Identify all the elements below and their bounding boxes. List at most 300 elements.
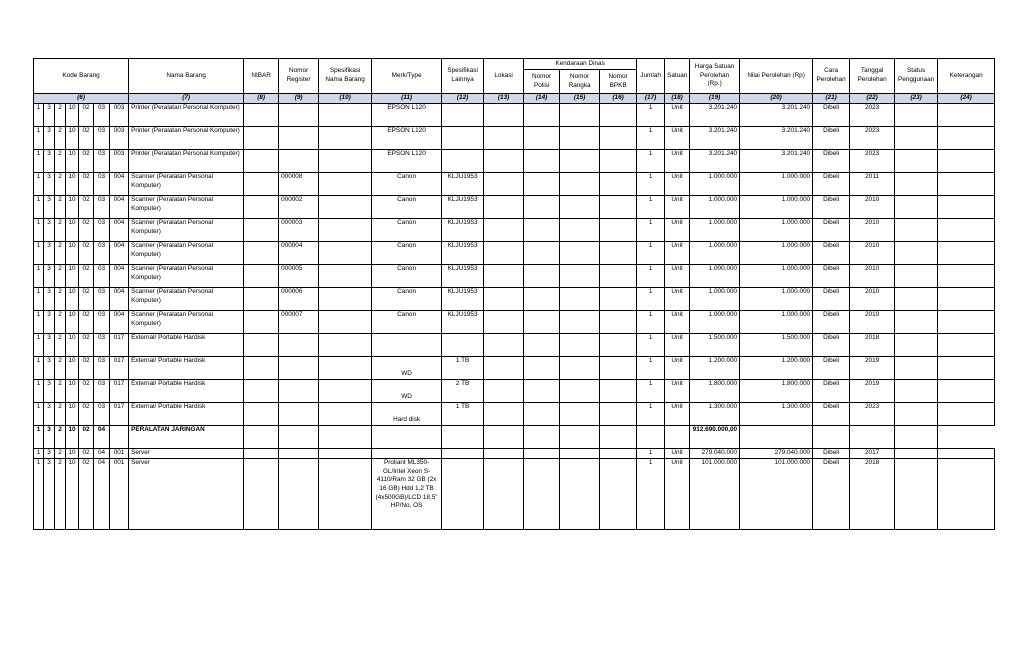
keterangan-cell — [938, 449, 995, 459]
nomor-bpkb-cell — [600, 334, 637, 357]
column-number: (23) — [895, 94, 938, 104]
nomor-register-cell — [279, 334, 319, 357]
spesifikasi-lainnya-cell: KLJU1953 — [442, 242, 484, 265]
kode-cell: 10 — [66, 265, 79, 288]
kode-cell: 2 — [55, 334, 66, 357]
tanggal-perolehan-cell: 2011 — [850, 173, 895, 196]
kode-cell: 1 — [34, 288, 44, 311]
kode-cell: 001 — [110, 449, 129, 459]
kode-cell: 03 — [94, 196, 110, 219]
kode-cell: 003 — [110, 127, 129, 150]
kode-cell: 2 — [55, 104, 66, 127]
nibar-cell — [244, 150, 279, 173]
column-number: (16) — [600, 94, 637, 104]
lokasi-cell — [484, 288, 524, 311]
merk-type-cell — [372, 334, 442, 357]
kode-cell: 017 — [110, 357, 129, 380]
nama-barang-cell: Scanner (Peralatan Personal Komputer) — [129, 265, 244, 288]
nama-barang-cell: Scanner (Peralatan Personal Komputer) — [129, 288, 244, 311]
nomor-polisi-cell — [524, 150, 560, 173]
lokasi-cell — [484, 219, 524, 242]
cara-perolehan-cell: Dibeli — [813, 196, 850, 219]
nomor-rangka-cell — [560, 173, 600, 196]
nomor-rangka-cell — [560, 288, 600, 311]
status-penggunaan-cell — [895, 196, 938, 219]
nilai-perolehan-cell: 1.800.000 — [740, 380, 813, 403]
nomor-polisi-cell — [524, 173, 560, 196]
column-number: (21) — [813, 94, 850, 104]
nomor-register-cell — [279, 357, 319, 380]
nomor-polisi-cell — [524, 334, 560, 357]
merk-type-cell: WD — [372, 380, 442, 403]
cara-perolehan-cell: Dibeli — [813, 150, 850, 173]
inventory-body — [34, 104, 995, 530]
kode-cell: 02 — [79, 173, 94, 196]
spesifikasi-lainnya-cell: KLJU1953 — [442, 265, 484, 288]
kode-cell: 3 — [44, 357, 55, 380]
kode-cell: 02 — [79, 334, 94, 357]
satuan-cell: Unit — [665, 265, 690, 288]
header-nama-barang: Nama Barang — [129, 59, 244, 94]
merk-type-cell: WD — [372, 357, 442, 380]
kode-cell: 03 — [94, 265, 110, 288]
kode-cell: 02 — [79, 288, 94, 311]
kode-cell: 03 — [94, 357, 110, 380]
kode-cell: 03 — [94, 288, 110, 311]
nomor-polisi-cell — [524, 219, 560, 242]
kode-cell: 2 — [55, 357, 66, 380]
nama-barang-cell: Scanner (Peralatan Personal Komputer) — [129, 173, 244, 196]
nomor-rangka-cell — [560, 357, 600, 380]
kode-cell: 02 — [79, 150, 94, 173]
spesifikasi-nama-cell — [319, 219, 372, 242]
kode-cell: 2 — [55, 242, 66, 265]
nama-barang-cell: Printer (Peralatan Personal Komputer) — [129, 150, 244, 173]
empty-cell — [560, 426, 600, 449]
nomor-register-cell: 000007 — [279, 311, 319, 334]
kode-cell: 02 — [79, 311, 94, 334]
spesifikasi-nama-cell — [319, 265, 372, 288]
tanggal-perolehan-cell: 2023 — [850, 127, 895, 150]
kode-cell: 02 — [79, 265, 94, 288]
status-penggunaan-cell — [895, 242, 938, 265]
nilai-perolehan-cell: 1.000.000 — [740, 219, 813, 242]
cara-perolehan-cell: Dibeli — [813, 459, 850, 530]
nomor-register-cell — [279, 127, 319, 150]
kode-cell: 3 — [44, 242, 55, 265]
kode-cell: 3 — [44, 173, 55, 196]
kode-cell: 1 — [34, 311, 44, 334]
nomor-rangka-cell — [560, 334, 600, 357]
harga-satuan-cell: 3.201.240 — [690, 150, 740, 173]
column-number: (9) — [279, 94, 319, 104]
harga-satuan-cell: 101.000.000 — [690, 459, 740, 530]
kode-cell: 1 — [34, 127, 44, 150]
kode-cell: 02 — [79, 242, 94, 265]
nilai-perolehan-cell: 1.300.000 — [740, 403, 813, 426]
column-number: (6) — [34, 94, 129, 104]
nibar-cell — [244, 127, 279, 150]
table-row — [34, 150, 995, 173]
kode-cell: 3 — [44, 127, 55, 150]
spesifikasi-nama-cell — [319, 459, 372, 530]
kode-cell: 1 — [34, 403, 44, 426]
kode-cell: 10 — [66, 449, 79, 459]
spesifikasi-lainnya-cell: KLJU1953 — [442, 288, 484, 311]
kode-cell: 10 — [66, 403, 79, 426]
harga-satuan-cell: 1.200.000 — [690, 357, 740, 380]
nama-barang-cell: Scanner (Peralatan Personal Komputer) — [129, 311, 244, 334]
empty-cell — [813, 426, 850, 449]
kode-cell: 02 — [79, 403, 94, 426]
kode-cell: 2 — [55, 265, 66, 288]
nomor-register-cell: 000002 — [279, 196, 319, 219]
kode-cell: 2 — [55, 426, 66, 449]
table-row — [34, 219, 995, 242]
kode-cell: 004 — [110, 219, 129, 242]
header-merk-type: Merk/Type — [372, 59, 442, 94]
kode-cell: 10 — [66, 127, 79, 150]
kode-cell: 003 — [110, 104, 129, 127]
kode-cell: 10 — [66, 311, 79, 334]
kode-cell: 004 — [110, 265, 129, 288]
nomor-bpkb-cell — [600, 127, 637, 150]
lokasi-cell — [484, 357, 524, 380]
cara-perolehan-cell: Dibeli — [813, 104, 850, 127]
kode-cell: 10 — [66, 104, 79, 127]
spesifikasi-lainnya-cell: KLJU1953 — [442, 219, 484, 242]
nomor-register-cell — [279, 459, 319, 530]
status-penggunaan-cell — [895, 219, 938, 242]
harga-satuan-cell: 1.500.000 — [690, 334, 740, 357]
kode-cell: 2 — [55, 449, 66, 459]
nibar-cell — [244, 449, 279, 459]
nama-barang-cell: Scanner (Peralatan Personal Komputer) — [129, 219, 244, 242]
nomor-rangka-cell — [560, 380, 600, 403]
jumlah-cell: 1 — [637, 173, 665, 196]
kode-cell: 3 — [44, 219, 55, 242]
nomor-bpkb-cell — [600, 403, 637, 426]
cara-perolehan-cell: Dibeli — [813, 334, 850, 357]
merk-type-cell: EPSON L120 — [372, 104, 442, 127]
kode-cell: 03 — [94, 380, 110, 403]
keterangan-cell — [938, 196, 995, 219]
lokasi-cell — [484, 403, 524, 426]
nomor-bpkb-cell — [600, 173, 637, 196]
kode-cell: 10 — [66, 357, 79, 380]
kode-cell: 3 — [44, 150, 55, 173]
kode-cell: 02 — [79, 459, 94, 530]
kode-cell: 3 — [44, 288, 55, 311]
spesifikasi-lainnya-cell: 1 TB — [442, 357, 484, 380]
empty-cell — [665, 426, 690, 449]
subtotal-row — [34, 426, 995, 449]
nomor-register-cell: 000003 — [279, 219, 319, 242]
kode-cell — [110, 426, 129, 449]
nama-barang-cell: Scanner (Peralatan Personal Komputer) — [129, 196, 244, 219]
kode-cell: 3 — [44, 311, 55, 334]
nama-barang-cell: Scanner (Peralatan Personal Komputer) — [129, 242, 244, 265]
nibar-cell — [244, 459, 279, 530]
nomor-bpkb-cell — [600, 459, 637, 530]
keterangan-cell — [938, 459, 995, 530]
spesifikasi-lainnya-cell — [442, 449, 484, 459]
spesifikasi-lainnya-cell: 2 TB — [442, 380, 484, 403]
header-status-penggunaan: Status Penggunaan — [895, 59, 938, 94]
status-penggunaan-cell — [895, 104, 938, 127]
kode-cell: 02 — [79, 196, 94, 219]
spesifikasi-nama-cell — [319, 380, 372, 403]
lokasi-cell — [484, 196, 524, 219]
table-row — [34, 104, 995, 127]
kode-cell: 02 — [79, 127, 94, 150]
keterangan-cell — [938, 127, 995, 150]
merk-type-cell — [372, 449, 442, 459]
nomor-register-cell: 000004 — [279, 242, 319, 265]
kode-cell: 3 — [44, 449, 55, 459]
keterangan-cell — [938, 265, 995, 288]
nomor-register-cell: 000005 — [279, 265, 319, 288]
table-row — [34, 288, 995, 311]
table-row — [34, 403, 995, 426]
spesifikasi-nama-cell — [319, 196, 372, 219]
cara-perolehan-cell: Dibeli — [813, 380, 850, 403]
nomor-bpkb-cell — [600, 219, 637, 242]
keterangan-cell — [938, 288, 995, 311]
jumlah-cell: 1 — [637, 219, 665, 242]
header-nomor-polisi: Nomor Polisi — [524, 70, 560, 94]
empty-cell — [442, 426, 484, 449]
harga-satuan-cell: 1.000.000 — [690, 311, 740, 334]
cara-perolehan-cell: Dibeli — [813, 127, 850, 150]
nibar-cell — [244, 242, 279, 265]
satuan-cell: Unit — [665, 449, 690, 459]
satuan-cell: Unit — [665, 311, 690, 334]
kode-cell: 2 — [55, 127, 66, 150]
nilai-perolehan-cell: 3.201.240 — [740, 104, 813, 127]
harga-satuan-cell: 3.201.240 — [690, 104, 740, 127]
kode-cell: 03 — [94, 219, 110, 242]
kode-cell: 2 — [55, 196, 66, 219]
header-spesifikasi-nama-barang: Spesifikasi Nama Barang — [319, 59, 372, 94]
kode-cell: 10 — [66, 219, 79, 242]
kode-cell: 10 — [66, 196, 79, 219]
nomor-bpkb-cell — [600, 150, 637, 173]
column-number-row — [34, 94, 995, 104]
satuan-cell: Unit — [665, 173, 690, 196]
kode-cell: 2 — [55, 380, 66, 403]
satuan-cell: Unit — [665, 127, 690, 150]
table-row — [34, 334, 995, 357]
nilai-perolehan-cell: 1.000.000 — [740, 196, 813, 219]
kode-cell: 10 — [66, 288, 79, 311]
kode-cell: 03 — [94, 311, 110, 334]
spesifikasi-nama-cell — [319, 357, 372, 380]
empty-cell — [319, 426, 372, 449]
empty-cell — [850, 426, 895, 449]
kode-cell: 2 — [55, 288, 66, 311]
tanggal-perolehan-cell: 2010 — [850, 219, 895, 242]
header-nomor-bpkb: Nomor BPKB — [600, 70, 637, 94]
nomor-bpkb-cell — [600, 449, 637, 459]
kode-cell: 017 — [110, 334, 129, 357]
kode-cell: 004 — [110, 311, 129, 334]
spesifikasi-lainnya-cell: 1 TB — [442, 403, 484, 426]
kode-cell: 3 — [44, 403, 55, 426]
table-row — [34, 449, 995, 459]
spesifikasi-nama-cell — [319, 150, 372, 173]
header-spesifikasi-lainnya: Spesifikasi Lainnya — [442, 59, 484, 94]
lokasi-cell — [484, 334, 524, 357]
nibar-cell — [244, 219, 279, 242]
column-number: (13) — [484, 94, 524, 104]
status-penggunaan-cell — [895, 459, 938, 530]
tanggal-perolehan-cell: 2023 — [850, 403, 895, 426]
satuan-cell: Unit — [665, 403, 690, 426]
nomor-polisi-cell — [524, 242, 560, 265]
merk-type-cell: Proliant ML350-GL/Intel Xeon S-4110/Ram 32 GB (2x 16 GB) Hdd 1,2 TB (4x500GB)/LCD 18,5" HP/No. OS — [372, 459, 442, 530]
table-row — [34, 242, 995, 265]
tanggal-perolehan-cell: 2010 — [850, 265, 895, 288]
status-penggunaan-cell — [895, 150, 938, 173]
nama-barang-cell: Printer (Peralatan Personal Komputer) — [129, 104, 244, 127]
jumlah-cell: 1 — [637, 196, 665, 219]
kode-cell: 2 — [55, 459, 66, 530]
column-number: (11) — [372, 94, 442, 104]
kode-cell: 03 — [94, 334, 110, 357]
kode-cell: 2 — [55, 403, 66, 426]
kode-cell: 02 — [79, 357, 94, 380]
kode-cell: 04 — [94, 426, 110, 449]
kode-cell: 1 — [34, 380, 44, 403]
kode-cell: 3 — [44, 459, 55, 530]
kode-cell: 10 — [66, 426, 79, 449]
nilai-perolehan-cell: 1.200.000 — [740, 357, 813, 380]
kode-cell: 3 — [44, 334, 55, 357]
merk-type-cell: Canon — [372, 288, 442, 311]
kode-cell: 3 — [44, 426, 55, 449]
spesifikasi-lainnya-cell: KLJU1953 — [442, 173, 484, 196]
nomor-rangka-cell — [560, 219, 600, 242]
lokasi-cell — [484, 449, 524, 459]
cara-perolehan-cell: Dibeli — [813, 357, 850, 380]
keterangan-cell — [938, 380, 995, 403]
nilai-perolehan-cell: 1.500.000 — [740, 334, 813, 357]
status-penggunaan-cell — [895, 311, 938, 334]
nomor-register-cell — [279, 449, 319, 459]
header-cara-perolehan: Cara Perolehan — [813, 59, 850, 94]
spesifikasi-nama-cell — [319, 403, 372, 426]
cara-perolehan-cell: Dibeli — [813, 449, 850, 459]
nomor-bpkb-cell — [600, 242, 637, 265]
keterangan-cell — [938, 104, 995, 127]
kode-cell: 03 — [94, 242, 110, 265]
kode-cell: 02 — [79, 380, 94, 403]
nomor-polisi-cell — [524, 449, 560, 459]
kode-cell: 1 — [34, 219, 44, 242]
harga-satuan-cell: 1.000.000 — [690, 196, 740, 219]
nomor-register-cell — [279, 380, 319, 403]
jumlah-cell: 1 — [637, 242, 665, 265]
status-penggunaan-cell — [895, 380, 938, 403]
nibar-cell — [244, 357, 279, 380]
kode-cell: 2 — [55, 219, 66, 242]
satuan-cell: Unit — [665, 288, 690, 311]
harga-satuan-cell: 1.000.000 — [690, 173, 740, 196]
header-harga-satuan: Harga Satuan Perolehan (Rp.) — [690, 59, 740, 94]
kode-cell: 004 — [110, 288, 129, 311]
jumlah-cell: 1 — [637, 357, 665, 380]
cara-perolehan-cell: Dibeli — [813, 173, 850, 196]
column-number: (24) — [938, 94, 995, 104]
tanggal-perolehan-cell: 2019 — [850, 357, 895, 380]
nomor-rangka-cell — [560, 242, 600, 265]
spesifikasi-nama-cell — [319, 127, 372, 150]
spesifikasi-nama-cell — [319, 104, 372, 127]
nomor-polisi-cell — [524, 127, 560, 150]
header-kendaraan-dinas: Kendaraan Dinas — [524, 59, 637, 70]
column-number: (8) — [244, 94, 279, 104]
kode-cell: 03 — [94, 104, 110, 127]
nomor-rangka-cell — [560, 459, 600, 530]
spesifikasi-lainnya-cell: KLJU1953 — [442, 196, 484, 219]
nomor-polisi-cell — [524, 459, 560, 530]
harga-satuan-cell: 1.000.000 — [690, 288, 740, 311]
kode-cell: 1 — [34, 173, 44, 196]
status-penggunaan-cell — [895, 127, 938, 150]
table-row — [34, 380, 995, 403]
jumlah-cell: 1 — [637, 104, 665, 127]
lokasi-cell — [484, 311, 524, 334]
spesifikasi-nama-cell — [319, 334, 372, 357]
column-number: (15) — [560, 94, 600, 104]
nomor-register-cell: 000006 — [279, 288, 319, 311]
nilai-perolehan-cell: 1.000.000 — [740, 242, 813, 265]
nama-barang-cell: PERALATAN JARINGAN — [129, 426, 244, 449]
satuan-cell: Unit — [665, 357, 690, 380]
jumlah-cell: 1 — [637, 311, 665, 334]
status-penggunaan-cell — [895, 173, 938, 196]
satuan-cell: Unit — [665, 104, 690, 127]
tanggal-perolehan-cell: 2018 — [850, 459, 895, 530]
kode-cell: 10 — [66, 173, 79, 196]
header-lokasi: Lokasi — [484, 59, 524, 94]
nibar-cell — [244, 334, 279, 357]
cara-perolehan-cell: Dibeli — [813, 288, 850, 311]
tanggal-perolehan-cell: 2010 — [850, 288, 895, 311]
tanggal-perolehan-cell: 2010 — [850, 196, 895, 219]
harga-satuan-cell: 1.300.000 — [690, 403, 740, 426]
nibar-cell — [244, 196, 279, 219]
kode-cell: 2 — [55, 311, 66, 334]
nomor-rangka-cell — [560, 150, 600, 173]
keterangan-cell — [938, 403, 995, 426]
kode-cell: 10 — [66, 242, 79, 265]
column-number: (20) — [740, 94, 813, 104]
table-row — [34, 357, 995, 380]
nilai-perolehan-cell: 1.000.000 — [740, 173, 813, 196]
kode-cell: 004 — [110, 173, 129, 196]
spesifikasi-lainnya-cell — [442, 150, 484, 173]
kode-cell: 003 — [110, 150, 129, 173]
nomor-rangka-cell — [560, 311, 600, 334]
tanggal-perolehan-cell: 2019 — [850, 380, 895, 403]
nomor-register-cell — [279, 403, 319, 426]
nomor-bpkb-cell — [600, 104, 637, 127]
merk-type-cell: Canon — [372, 219, 442, 242]
nibar-cell — [244, 104, 279, 127]
jumlah-cell: 1 — [637, 403, 665, 426]
